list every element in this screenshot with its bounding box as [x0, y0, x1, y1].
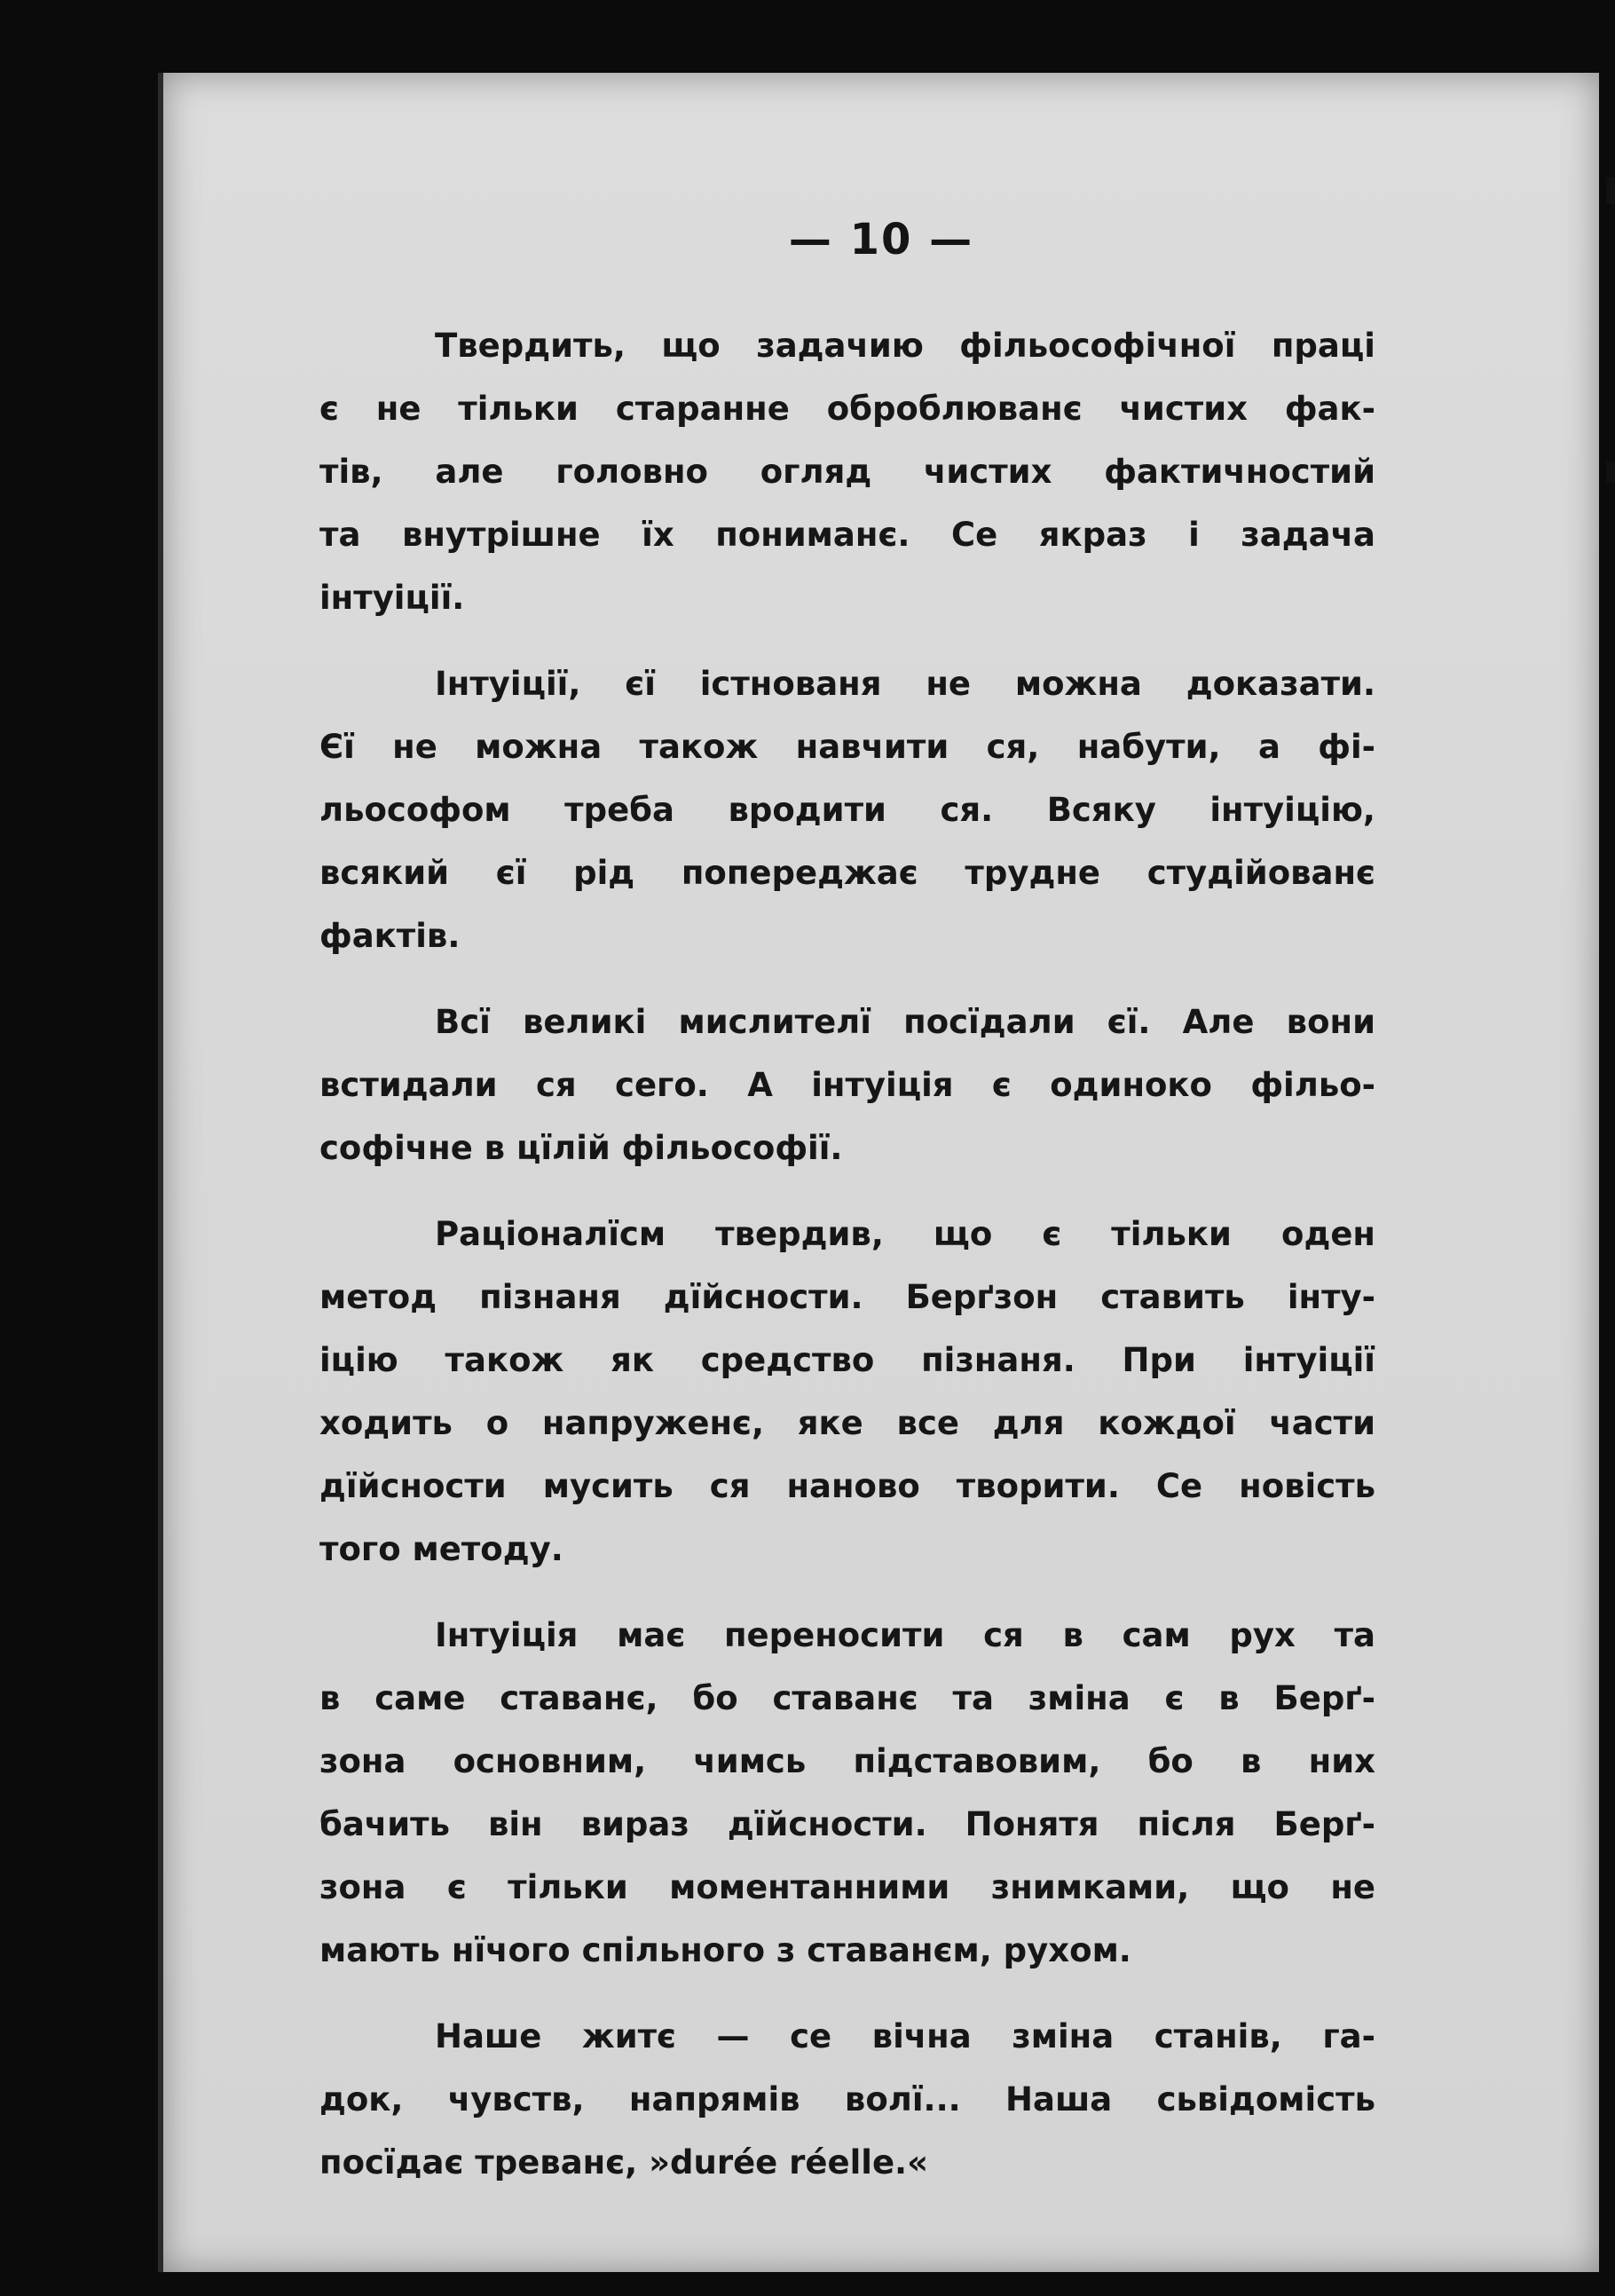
edge-mark: [1606, 178, 1615, 204]
text-line: Інтуіція має переносити ся в сам рух та: [435, 1616, 1375, 1654]
paragraph: [319, 652, 1375, 967]
paragraph: [319, 1203, 1375, 1581]
text-line: ходить о напруженє, яке все для кождої части: [319, 1404, 1375, 1442]
text-line: зона основним, чимсь підставовим, бо в них: [319, 1742, 1375, 1780]
text-line: фактів.: [319, 917, 461, 955]
text-line: метод пізнаня дїйсности. Берґзон ставить інту-: [319, 1278, 1375, 1316]
text-line: того методу.: [319, 1530, 563, 1568]
text-line: Єї не можна також навчити ся, набути, а фі-: [319, 728, 1375, 766]
text-line: встидали ся сего. А інтуіція є одиноко фільо-: [319, 1066, 1375, 1104]
text-line: Твердить, що задачию фільософічної праці: [435, 327, 1375, 365]
text-line: посїдає треванє, »durée réelle.«: [319, 2143, 928, 2182]
text-line: Наше житє — се вічна зміна станів, га-: [435, 2017, 1375, 2055]
text-line: Інтуіції, єї істнованя не можна доказати.: [435, 665, 1375, 703]
book-page: [158, 73, 1599, 2272]
text-line: в саме ставанє, бо ставанє та зміна є в Берґ-: [319, 1679, 1375, 1717]
text-line: Раціоналїсм твердив, що є тільки оден: [435, 1215, 1375, 1253]
text-line: тів, але головно огляд чистих фактичностий: [319, 453, 1375, 491]
paragraph: [319, 1604, 1375, 1982]
text-line: док, чувств, напрямів волї... Наша сьвідомість: [319, 2080, 1375, 2118]
text-line: всякий єї рід попереджає трудне студійованє: [319, 854, 1375, 892]
text-line: бачить він вираз дїйсности. Понятя після Берґ-: [319, 1805, 1375, 1843]
text-line: інтуіції.: [319, 579, 465, 617]
text-line: дїйсности мусить ся наново творити. Се новість: [319, 1467, 1375, 1505]
text-line: зона є тільки моментанними знимками, що не: [319, 1868, 1375, 1906]
paragraph: [319, 990, 1375, 1180]
page-text-body: [319, 314, 1375, 2217]
page-number: — 10 —: [788, 215, 974, 264]
paragraph: [319, 314, 1375, 629]
text-line: іцію також як средство пізнаня. При інтуіції: [319, 1341, 1375, 1379]
text-line: льософом треба вродити ся. Всяку інтуіцію,: [319, 791, 1375, 829]
text-line: є не тільки старанне оброблюванє чистих фак-: [319, 390, 1375, 428]
text-line: софічне в цїлій фільософії.: [319, 1129, 843, 1167]
edge-mark: [1606, 462, 1615, 483]
text-line: та внутрішне їх пониманє. Се якраз і задача: [319, 516, 1375, 554]
paragraph: [319, 2005, 1375, 2194]
text-line: мають нїчого спільного з ставанєм, рухом.: [319, 1931, 1131, 1969]
text-line: Всї великі мислителї посїдали єї. Але вони: [435, 1003, 1375, 1041]
